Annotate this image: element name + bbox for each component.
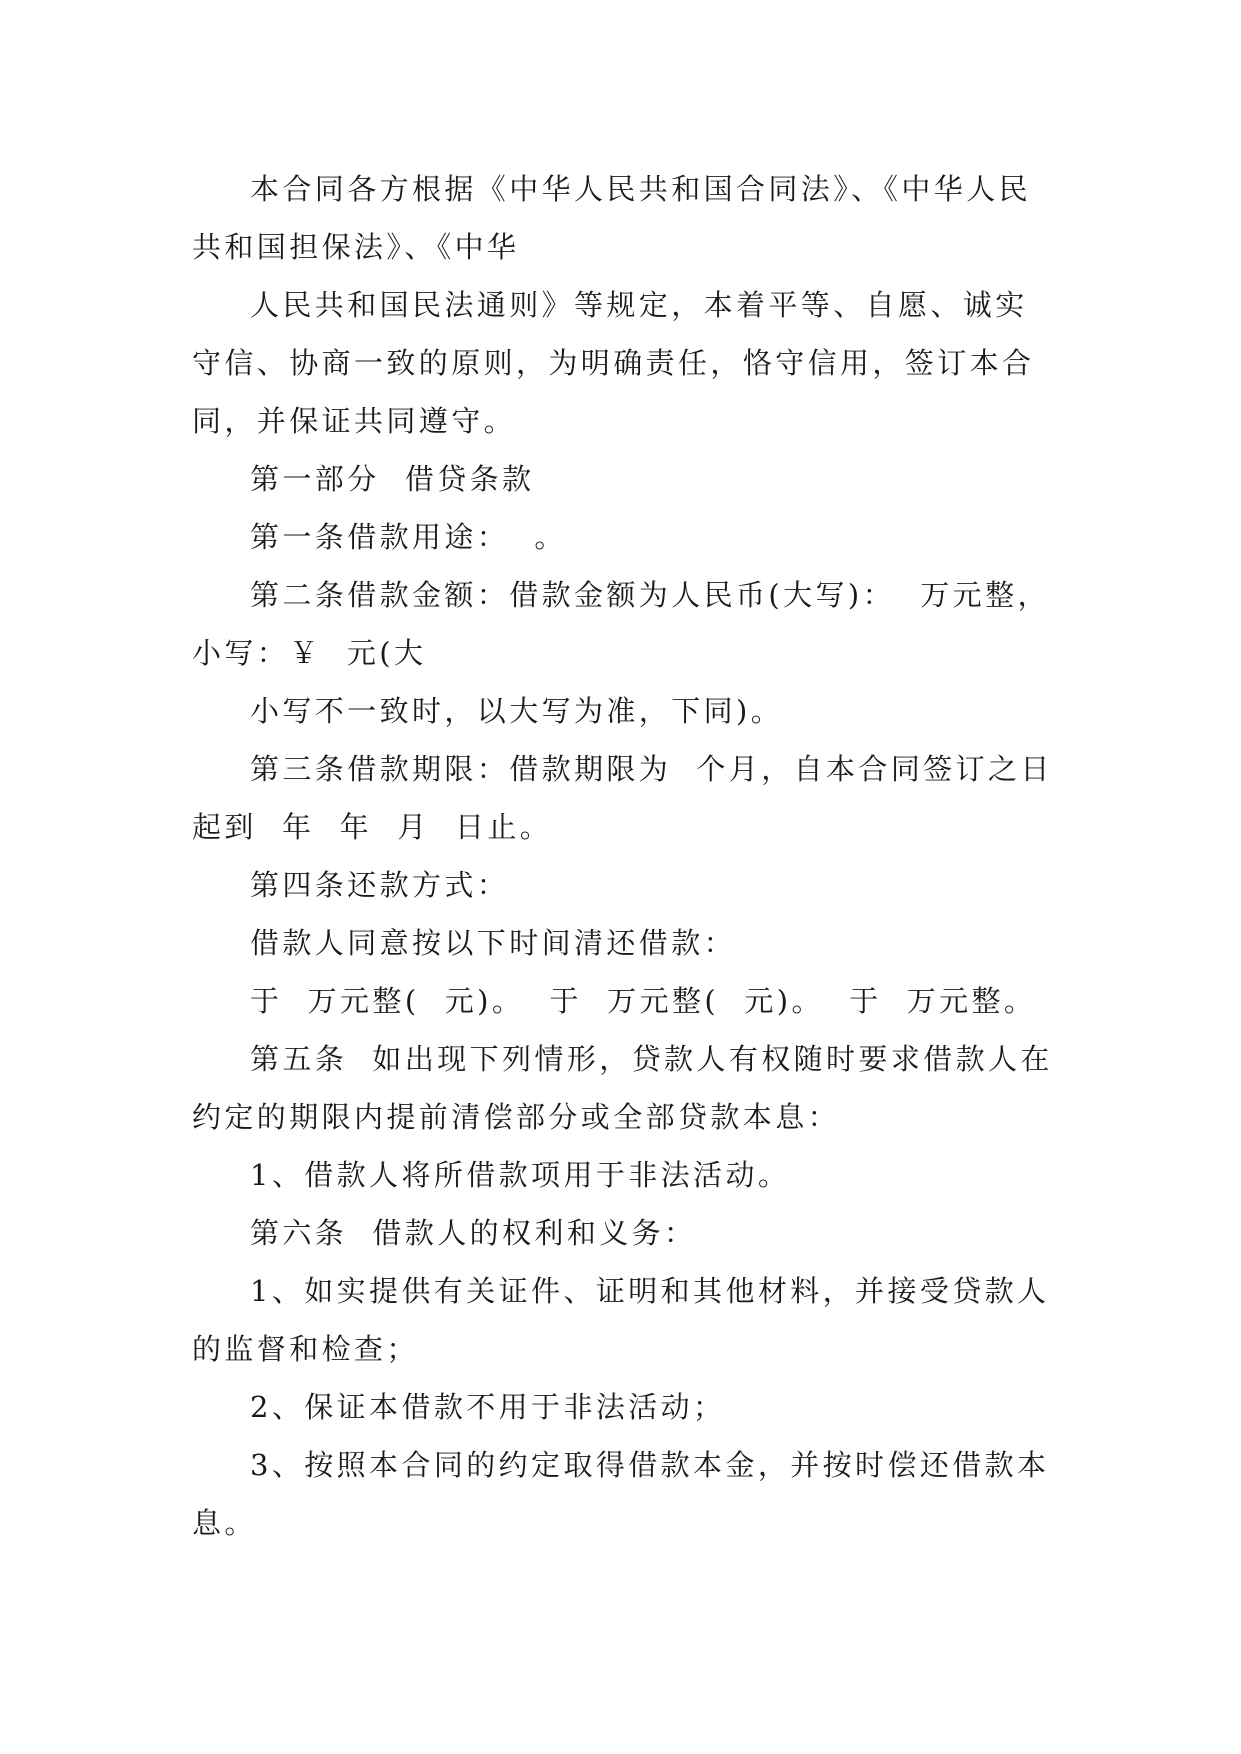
article-6-heading: 第六条 借款人的权利和义务： xyxy=(250,1216,697,1250)
section-heading-part-one: 第一部分 借贷条款 xyxy=(250,462,535,496)
document-page xyxy=(192,160,1056,1552)
article-2-amount-note: 小写不一致时，以大写为准，下同)。 xyxy=(250,694,784,728)
article-2-amount: 第二条借款金额：借款金额为人民币(大写)： 万元整，小写：￥ 元(大 xyxy=(192,578,1050,670)
article-3-term: 第三条借款期限：借款期限为 个月，自本合同签订之日起到 年 年 月 日止。 xyxy=(192,752,1053,844)
article-1-purpose: 第一条借款用途： 。 xyxy=(250,520,567,554)
article-4-heading: 第四条还款方式： xyxy=(250,868,510,902)
article-5-item-1: 1、借款人将所借款项用于非法活动。 xyxy=(250,1158,791,1192)
article-6-item-2: 2、保证本借款不用于非法活动； xyxy=(250,1390,726,1424)
article-5-early-repayment: 第五条 如出现下列情形，贷款人有权随时要求借款人在约定的期限内提前清偿部分或全部贷款本息： xyxy=(192,1042,1053,1134)
article-4-intro: 借款人同意按以下时间清还借款： xyxy=(250,926,737,960)
article-4-schedule: 于 万元整( 元)。 于 万元整( 元)。 于 万元整。 xyxy=(250,984,1037,1018)
paragraph-preamble-1: 本合同各方根据《中华人民共和国合同法》、《中华人民共和国担保法》、《中华 xyxy=(192,172,1032,264)
article-6-item-1: 1、如实提供有关证件、证明和其他材料，并接受贷款人的监督和检查； xyxy=(192,1274,1050,1366)
paragraph-preamble-2: 人民共和国民法通则》等规定，本着平等、自愿、诚实守信、协商一致的原则，为明确责任，恪守信用，签订本合同，并保证共同遵守。 xyxy=(192,288,1035,438)
article-6-item-3: 3、按照本合同的约定取得借款本金，并按时偿还借款本息。 xyxy=(192,1448,1050,1540)
